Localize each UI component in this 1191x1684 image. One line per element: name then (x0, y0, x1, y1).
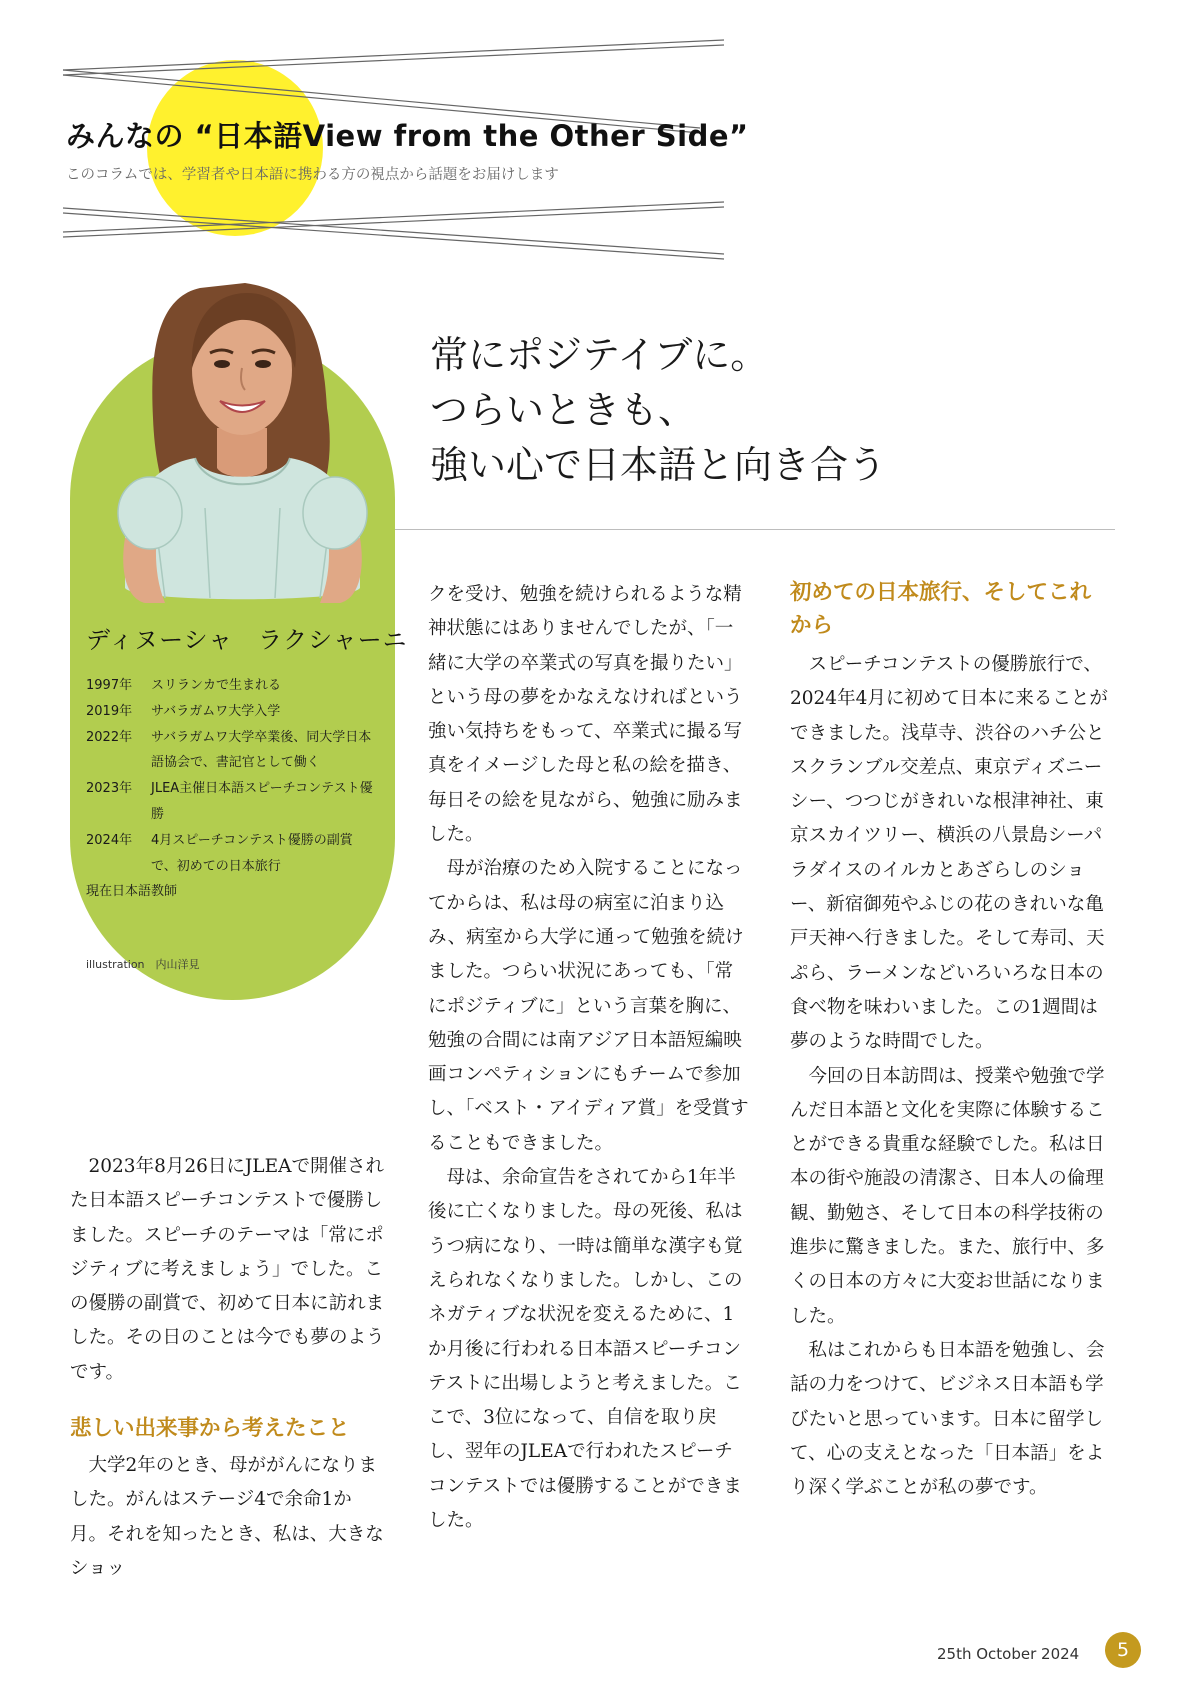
career-row (86, 673, 376, 699)
headline (430, 328, 886, 493)
career-list (86, 673, 376, 905)
career-year: 2022年 (86, 729, 133, 745)
illustration-credit: illustration 内山洋見 (86, 958, 200, 971)
body-paragraph: 今回の日本訪問は、授業や勉強で学んだ日本語と文化を実際に体験することができる貴重な経験でした。私は日本の街や施設の清潔さ、日本人の倫理観、勤勉さ、そして日本の科学技術の進歩に驚きました。また、旅行中、多くの日本の方々に大変お世話になりました。 (790, 1065, 1105, 1327)
article-column-2 (428, 578, 750, 1538)
body-paragraph: 私はこれからも日本語を勉強し、会話の力をつけて、ビジネス日本語も学びたいと思っています。日本に留学して、心の支えとなった「日本語」をより深く学ぶことが私の夢です。 (790, 1339, 1105, 1499)
career-row (86, 699, 376, 725)
career-row (86, 828, 376, 880)
body-paragraph: 大学2年のとき、母ががんになりました。がんはステージ4で余命1か月。それを知ったとき、私は、大きなショッ (70, 1455, 384, 1579)
article-column-3 (790, 576, 1112, 1505)
page-number-badge: 5 (1105, 1632, 1141, 1668)
profile-name: ディヌーシャ ラクシャーニ (86, 626, 408, 654)
body-paragraph: 母が治療のため入院することになってからは、私は母の病室に泊まり込み、病室から大学に通って勉強を続けました。つらい状況にあっても、「常にポジティブに」という言葉を胸に、勉強の合間には南アジア日本語短編映画コンペティションにもチームで参加し、「ベスト・アイディア賞」を受賞することもできました。 (428, 858, 749, 1154)
career-text: スリランカで生まれる (151, 678, 282, 693)
body-paragraph: クを受け、勉強を続けられるような精神状態にはありませんでしたが、「一緒に大学の卒業式の写真を撮りたい」という母の夢をかなえなければという強い気持ちをもって、卒業式に撮る写真をイメージした母と私の絵を描き、毎日その絵を見ながら、勉強に励みました。 (428, 584, 743, 846)
headline-line: 強い心で日本語と向き合う (430, 443, 887, 487)
portrait-illustration (95, 268, 385, 603)
body-paragraph: 母は、余命宣告をされてから1年半後に亡くなりました。母の死後、私はうつ病になり、一時は簡単な漢字も覚えられなくなりました。しかし、このネガティブな状況を変えるために、1か月後に行われる日本語スピーチコンテストに出場しようと考えました。ここで、3位になって、自信を取り戻し、翌年のJLEAで行われたスピーチコンテストでは優勝することができました。 (428, 1167, 743, 1532)
footer-date: 25th October 2024 (937, 1645, 1080, 1663)
career-year: 1997年 (86, 678, 133, 693)
career-text: サバラガムワ大学入学 (151, 703, 281, 719)
career-text: 4月スピーチコンテスト優勝の副賞で、初めての日本旅行 (151, 832, 353, 874)
career-year: 2019年 (86, 703, 133, 719)
body-paragraph: スピーチコンテストの優勝旅行で、2024年4月に初めて日本に来ることができました。浅草寺、渋谷のハチ公とスクランブル交差点、東京ディズニーシー、つつじがきれいな根津神社、東京スカイツリー、横浜の八景島シーパラダイスのイルカとあざらしのショー、新宿御苑やふじの花のきれいな亀戸天神へ行きました。そして寿司、天ぷら、ラーメンなどいろいろな日本の食べ物を味わいました。この1週間は夢のような時間でした。 (790, 654, 1108, 1053)
intro-paragraph: 2023年8月26日にJLEAで開催された日本語スピーチコンテストで優勝しました。スピーチのテーマは「常にポジティブに考えましょう」でした。この優勝の副賞で、初めて日本に訪れました。その日のことは今でも夢のようです。 (70, 1156, 385, 1383)
career-year: 2024年 (86, 832, 133, 848)
career-row (86, 776, 376, 828)
section-heading: 悲しい出来事から考えたこと (70, 1416, 350, 1442)
career-text: サバラガムワ大学卒業後、同大学日本語協会で、書記官として働く (151, 729, 372, 771)
article-column-1 (70, 1150, 388, 1586)
career-text: JLEA主催日本語スピーチコンテスト優勝 (151, 781, 373, 822)
column-subtitle: このコラムでは、学習者や日本語に携わる方の視点から話題をお届けします (66, 167, 559, 183)
column-title: みんなの “日本語View from the Other Side” (66, 119, 749, 153)
section-heading: 初めての日本旅行、そしてこれから (790, 580, 1092, 638)
headline-divider (390, 529, 1115, 530)
career-year: 2023年 (86, 781, 133, 797)
career-row (86, 725, 376, 777)
headline-line: つらいときも、 (430, 388, 697, 432)
headline-line: 常にポジテイブに。 (430, 333, 769, 377)
career-current: 現在日本語教師 (86, 884, 178, 900)
